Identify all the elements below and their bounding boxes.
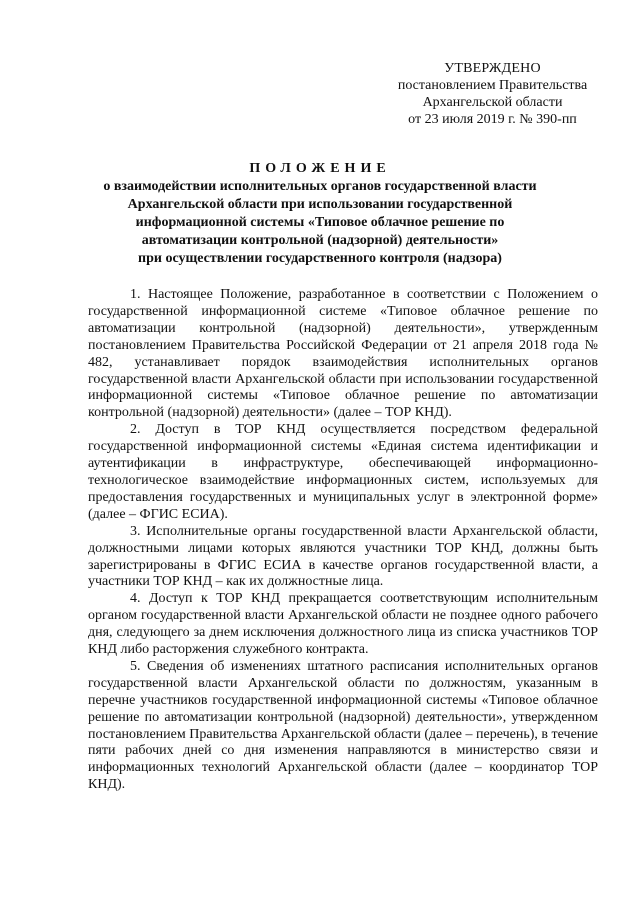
- document-body: [88, 287, 598, 794]
- paragraph-2: 2. Доступ в ТОР КНД осуществляется посредством федеральной государственной информационной системы «Единая система идентификации и аутентификации в инфраструктуре, обеспечивающей информационно-технологическое взаимодействие информационных систем, используемых для предоставления государственных и муниципальных услуг в электронной форме» (далее – ФГИС ЕСИА).: [88, 422, 598, 522]
- document-subtitle-line-4: автоматизации контрольной (надзорной) деятельности»: [141, 233, 499, 248]
- document-subtitle-line-2: Архангельской области при использовании государственной: [127, 197, 513, 212]
- paragraph-3: 3. Исполнительные органы государственной власти Архангельской области, должностными лицами которых являются участники ТОР КНД, должны быть зарегистрированы в ФГИС ЕСИА в качестве органов государственной власти, а участники ТОР КНД – как их должностные лица.: [88, 523, 598, 590]
- document-subtitle-line-3: информационной системы «Типовое облачное решение по: [135, 215, 505, 230]
- approval-date-number: от 23 июля 2019 г. № 390-пп: [408, 112, 577, 127]
- document-title: ПОЛОЖЕНИЕ: [249, 161, 391, 176]
- approval-stamp: [375, 60, 610, 128]
- paragraph-4: 4. Доступ к ТОР КНД прекращается соответствующим исполнительным органом государственной власти Архангельской области не позднее одного рабочего дня, следующего за днем исключения должностного лица из списка участников ТОР КНД либо расторжения служебного контракта.: [88, 591, 598, 658]
- document-subtitle-line-1: о взаимодействии исполнительных органов государственной власти: [103, 179, 537, 194]
- approval-heading: УТВЕРЖДЕНО: [444, 61, 541, 76]
- document-title-block: [60, 160, 580, 268]
- paragraph-1: 1. Настоящее Положение, разработанное в соответствии с Положением о государственной информационной системе «Типовое облачное решение по автоматизации контрольной (надзорной) деятельности», утвержденным постановлением Правительства Российской Федерации от 21 апреля 2018 года № 482, устанавливает порядок взаимодействия исполнительных органов государственной власти Архангельской области при использовании государственной информационной системы «Типовое облачное решение по автоматизации контрольной (надзорной) деятельности» (далее – ТОР КНД).: [88, 287, 598, 421]
- approval-region: Архангельской области: [422, 95, 563, 110]
- approval-authority: постановлением Правительства: [397, 78, 588, 93]
- document-subtitle-line-5: при осуществлении государственного контроля (надзора): [138, 251, 502, 266]
- paragraph-5: 5. Сведения об изменениях штатного расписания исполнительных органов государственной власти Архангельской области по должностям, указанным в перечне участников государственной информационной системы «Типовое облачное решение по автоматизации контрольной (надзорной) деятельности», утвержденном постановлением Правительства Архангельской области (далее – перечень), в течение пяти рабочих дней со дня изменения направляются в министерство связи и информационных технологий Архангельской области (далее – координатор ТОР КНД).: [88, 658, 598, 793]
